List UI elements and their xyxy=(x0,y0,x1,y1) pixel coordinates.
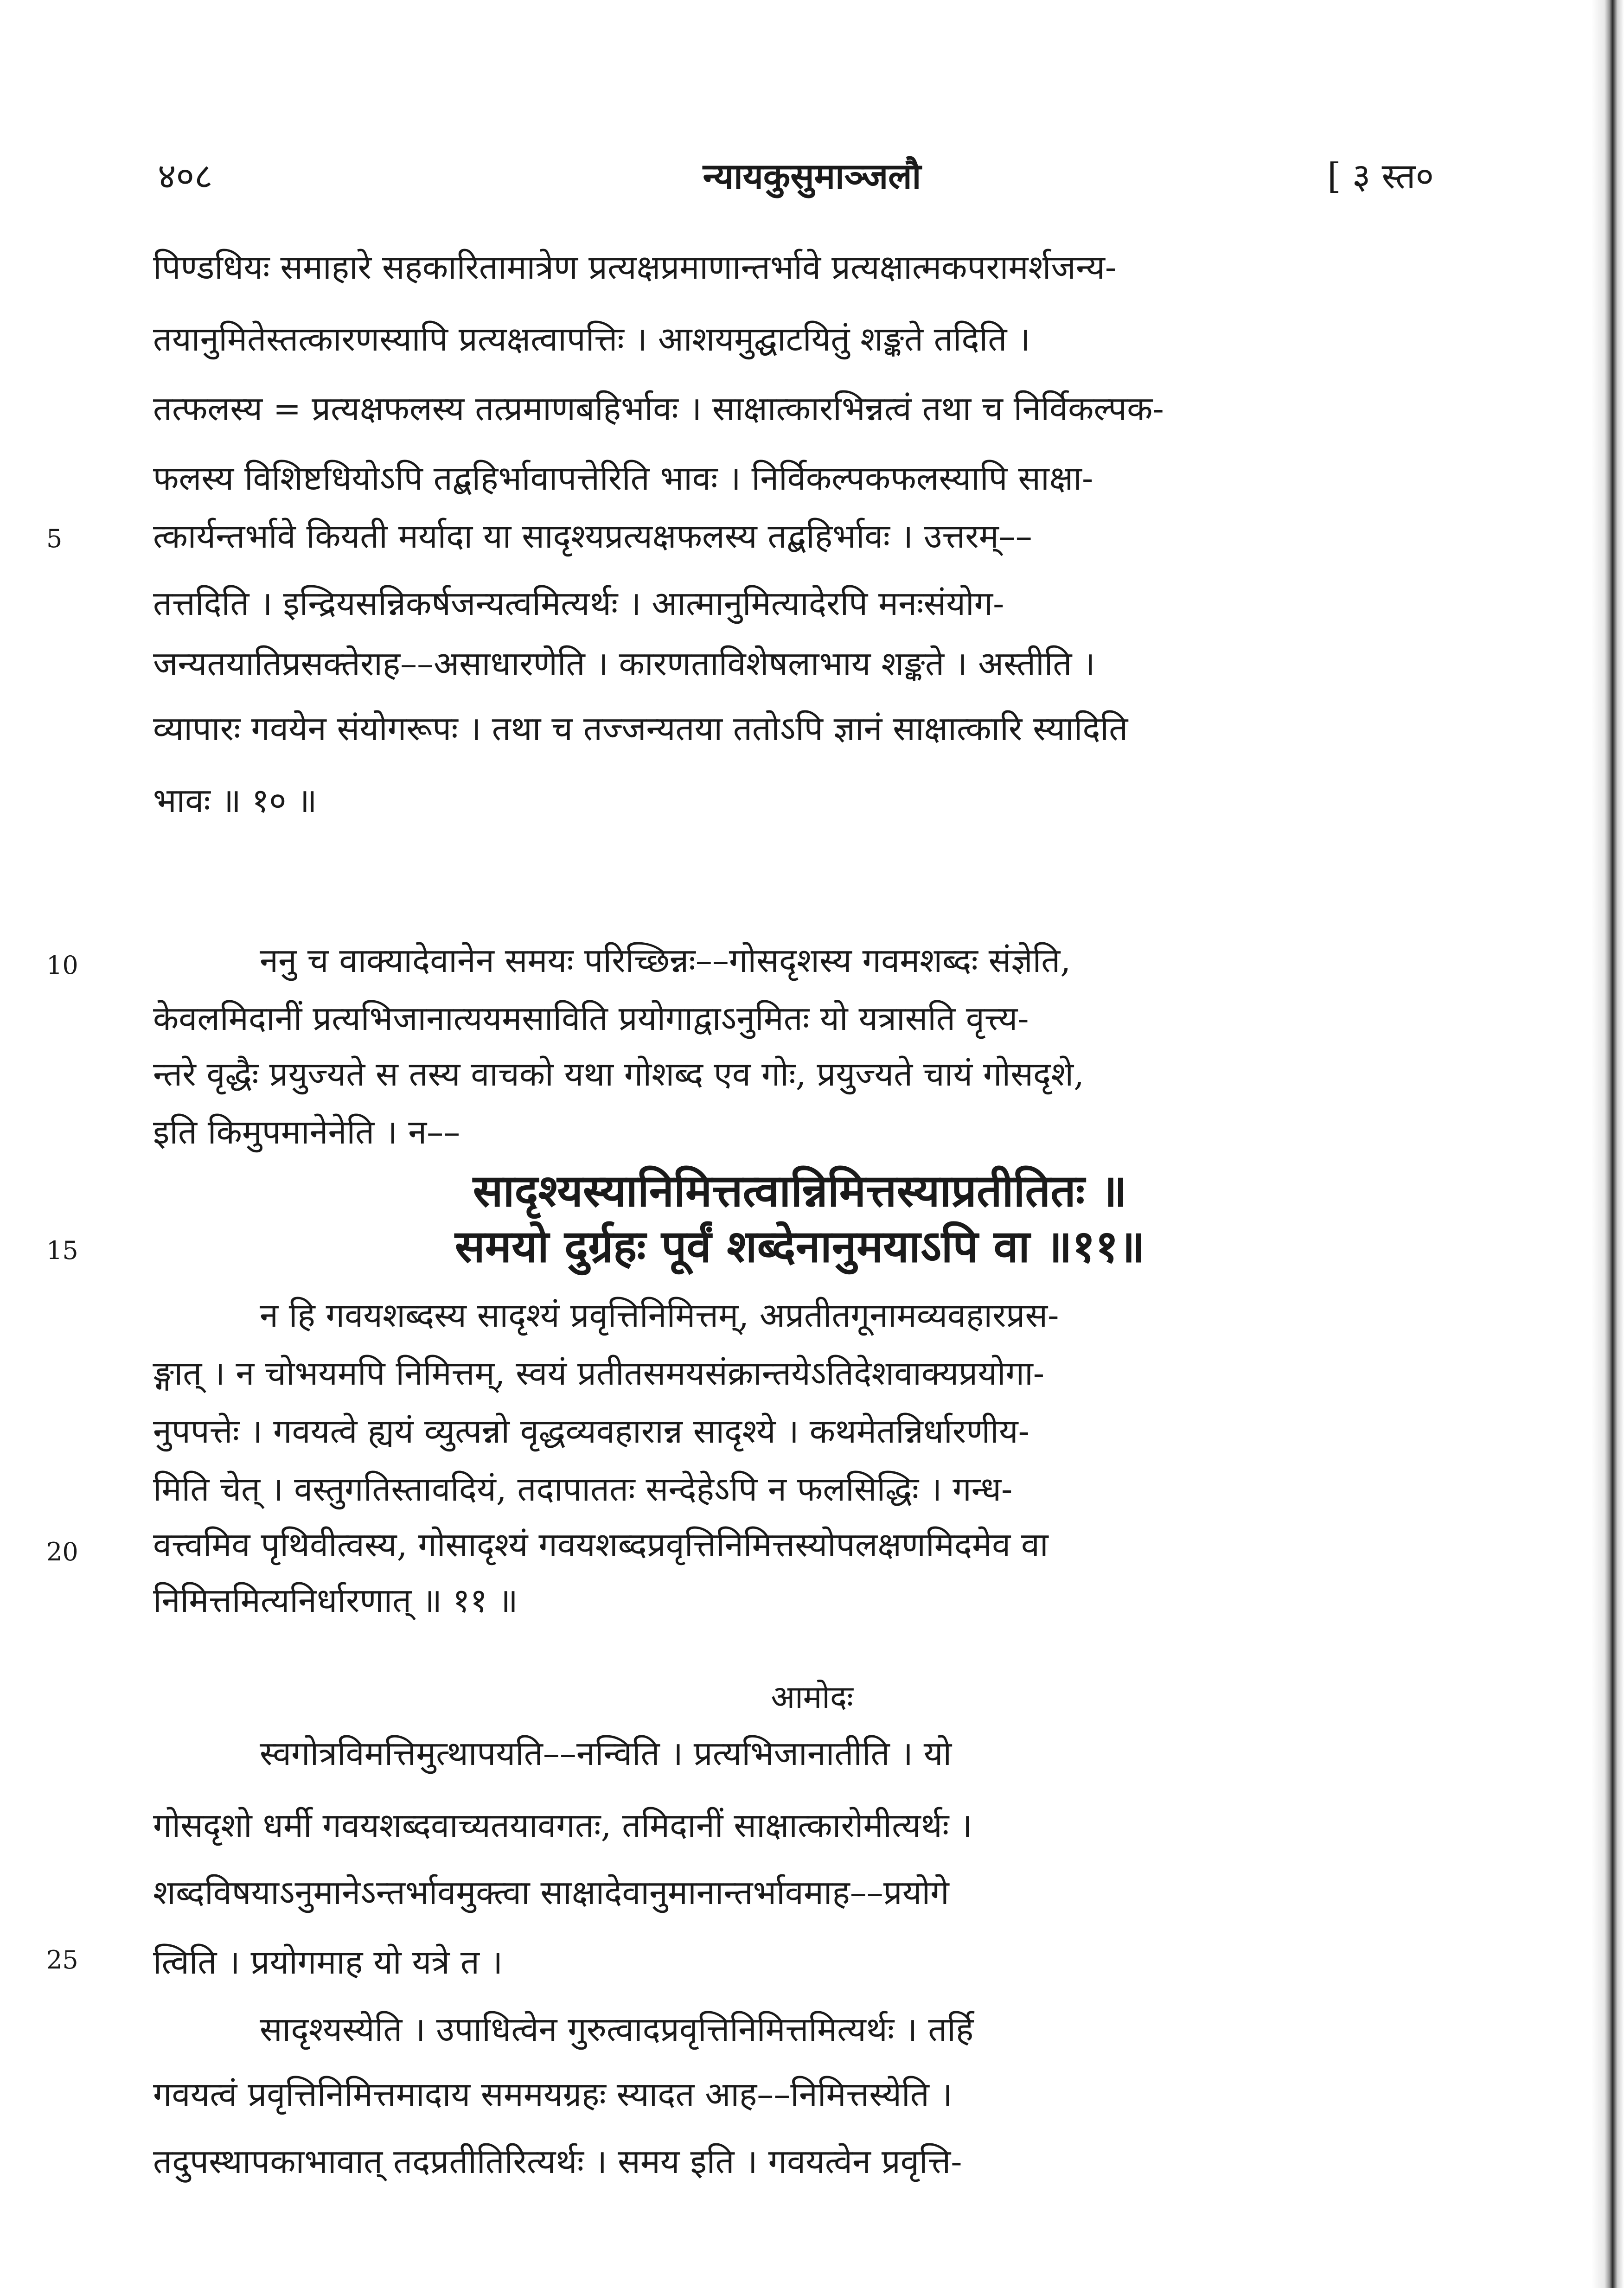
verse-line: समयो दुर्ग्रहः पूर्वं शब्देनानुमयाऽपि वा ॥११॥ xyxy=(454,1220,1145,1272)
line-number: 15 xyxy=(46,1236,78,1265)
section-marker: [ ३ स्त० xyxy=(1327,155,1434,197)
text-line: तत्फलस्य = प्रत्यक्षफलस्य तत्प्रमाणबहिर्भावः । साक्षात्कारभिन्नत्वं तथा च निर्विकल्पक- xyxy=(153,389,1164,428)
text-line: न हि गवयशब्दस्य सादृश्यं प्रवृत्तिनिमित्तम्, अप्रतीतगूनामव्यवहारप्रस- xyxy=(260,1296,1059,1335)
text-line: सादृश्यस्येति । उपाधित्वेन गुरुत्वादप्रवृत्तिनिमित्तमित्यर्थः । तर्हि xyxy=(260,2010,974,2049)
text-line: ङ्गात् । न चोभयमपि निमित्तम्, स्वयं प्रतीतसमयसंक्रान्तयेऽतिदेशवाक्यप्रयोगा- xyxy=(153,1354,1045,1393)
text-line: ननु च वाक्यादेवानेन समयः परिच्छिन्नः––गोसदृशस्य गवमशब्दः संज्ञेति, xyxy=(260,941,1071,980)
text-line: व्यापारः गवयेन संयोगरूपः । तथा च तज्जन्यतया ततोऽपि ज्ञानं साक्षात्कारि स्यादिति xyxy=(153,709,1128,748)
text-line: भावः ॥ १० ॥ xyxy=(153,781,317,820)
text-line: शब्दविषयाऽनुमानेऽन्तर्भावमुक्त्वा साक्षादेवानुमानान्तर्भावमाह––प्रयोगे xyxy=(153,1873,949,1912)
verse-line: सादृश्यस्यानिमित्तत्वान्निमित्तस्याप्रतीतितः ॥ xyxy=(473,1164,1127,1217)
running-title: न्यायकुसुमाञ्जलौ xyxy=(703,155,921,197)
text-line: गोसदृशो धर्मी गवयशब्दवाच्यतयावगतः, तमिदानीं साक्षात्कारोमीत्यर्थः । xyxy=(153,1806,972,1845)
text-line: गवयत्वं प्रवृत्तिनिमित्तमादाय सममयग्रहः स्यादत आह––निमित्तस्येति । xyxy=(153,2075,953,2114)
page-edge-binding xyxy=(1592,0,1624,2288)
line-number: 5 xyxy=(46,524,63,553)
section-heading: आमोदः xyxy=(771,1679,853,1716)
text-line: केवलमिदानीं प्रत्यभिजानात्ययमसाविति प्रयोगाद्वाऽनुमितः यो यत्रासति वृत्त्य- xyxy=(153,999,1029,1038)
text-line: वत्त्वमिव पृथिवीत्वस्य, गोसादृश्यं गवयशब्दप्रवृत्तिनिमित्तस्योपलक्षणमिदमेव वा xyxy=(153,1525,1049,1564)
text-line: तयानुमितेस्तत्कारणस्यापि प्रत्यक्षत्वापत्तिः । आशयमुद्घाटयितुं शङ्कते तदिति । xyxy=(153,320,1030,358)
text-line: तत्तदिति । इन्द्रियसन्निकर्षजन्यत्वमित्यर्थः । आत्मानुमित्यादेरपि मनःसंयोग- xyxy=(153,584,1004,623)
text-line: इति किमुपमानेनेति । न–– xyxy=(153,1112,460,1151)
text-line: न्तरे वृद्धैः प्रयुज्यते स तस्य वाचको यथा गोशब्द एव गोः, प्रयुज्यते चायं गोसदृशे, xyxy=(153,1055,1084,1093)
line-number: 20 xyxy=(46,1537,78,1566)
line-number: 10 xyxy=(46,951,78,980)
text-line: पिण्डधियः समाहारे सहकारितामात्रेण प्रत्यक्षप्रमाणान्तर्भावे प्रत्यक्षात्मकपरामर्शजन्य- xyxy=(153,248,1117,287)
text-line: मिति चेत् । वस्तुगतिस्तावदियं, तदापाततः सन्देहेऽपि न फलसिद्धिः । गन्ध- xyxy=(153,1470,1013,1508)
page-number: ४०८ xyxy=(158,155,213,197)
text-line: नुपपत्तेः । गवयत्वे ह्ययं व्युत्पन्नो वृद्धव्यवहारान्न सादृश्ये । कथमेतन्निर्धारणीय- xyxy=(153,1412,1029,1451)
text-line: जन्यतयातिप्रसक्तेराह––असाधारणेति । कारणताविशेषलाभाय शङ्कते । अस्तीति । xyxy=(153,644,1095,683)
text-line: स्वगोत्रविमत्तिमुत्थापयति––नन्विति । प्रत्यभिजानातीति । यो xyxy=(260,1734,952,1773)
line-number: 25 xyxy=(46,1945,78,1975)
text-line: निमित्तमित्यनिर्धारणात् ॥ ११ ॥ xyxy=(153,1581,518,1620)
text-line: त्विति । प्रयोगमाह यो यत्रे त । xyxy=(153,1943,503,1981)
text-line: फलस्य विशिष्टधियोऽपि तद्बहिर्भावापत्तेरिति भावः । निर्विकल्पकफलस्यापि साक्षा- xyxy=(153,459,1093,498)
text-line: त्कार्यन्तर्भावे कियती मर्यादा या सादृश्यप्रत्यक्षफलस्य तद्बहिर्भावः । उत्तरम्–– xyxy=(153,517,1032,556)
text-line: तदुपस्थापकाभावात् तदप्रतीतिरित्यर्थः । समय इति । गवयत्वेन प्रवृत्ति- xyxy=(153,2142,962,2181)
